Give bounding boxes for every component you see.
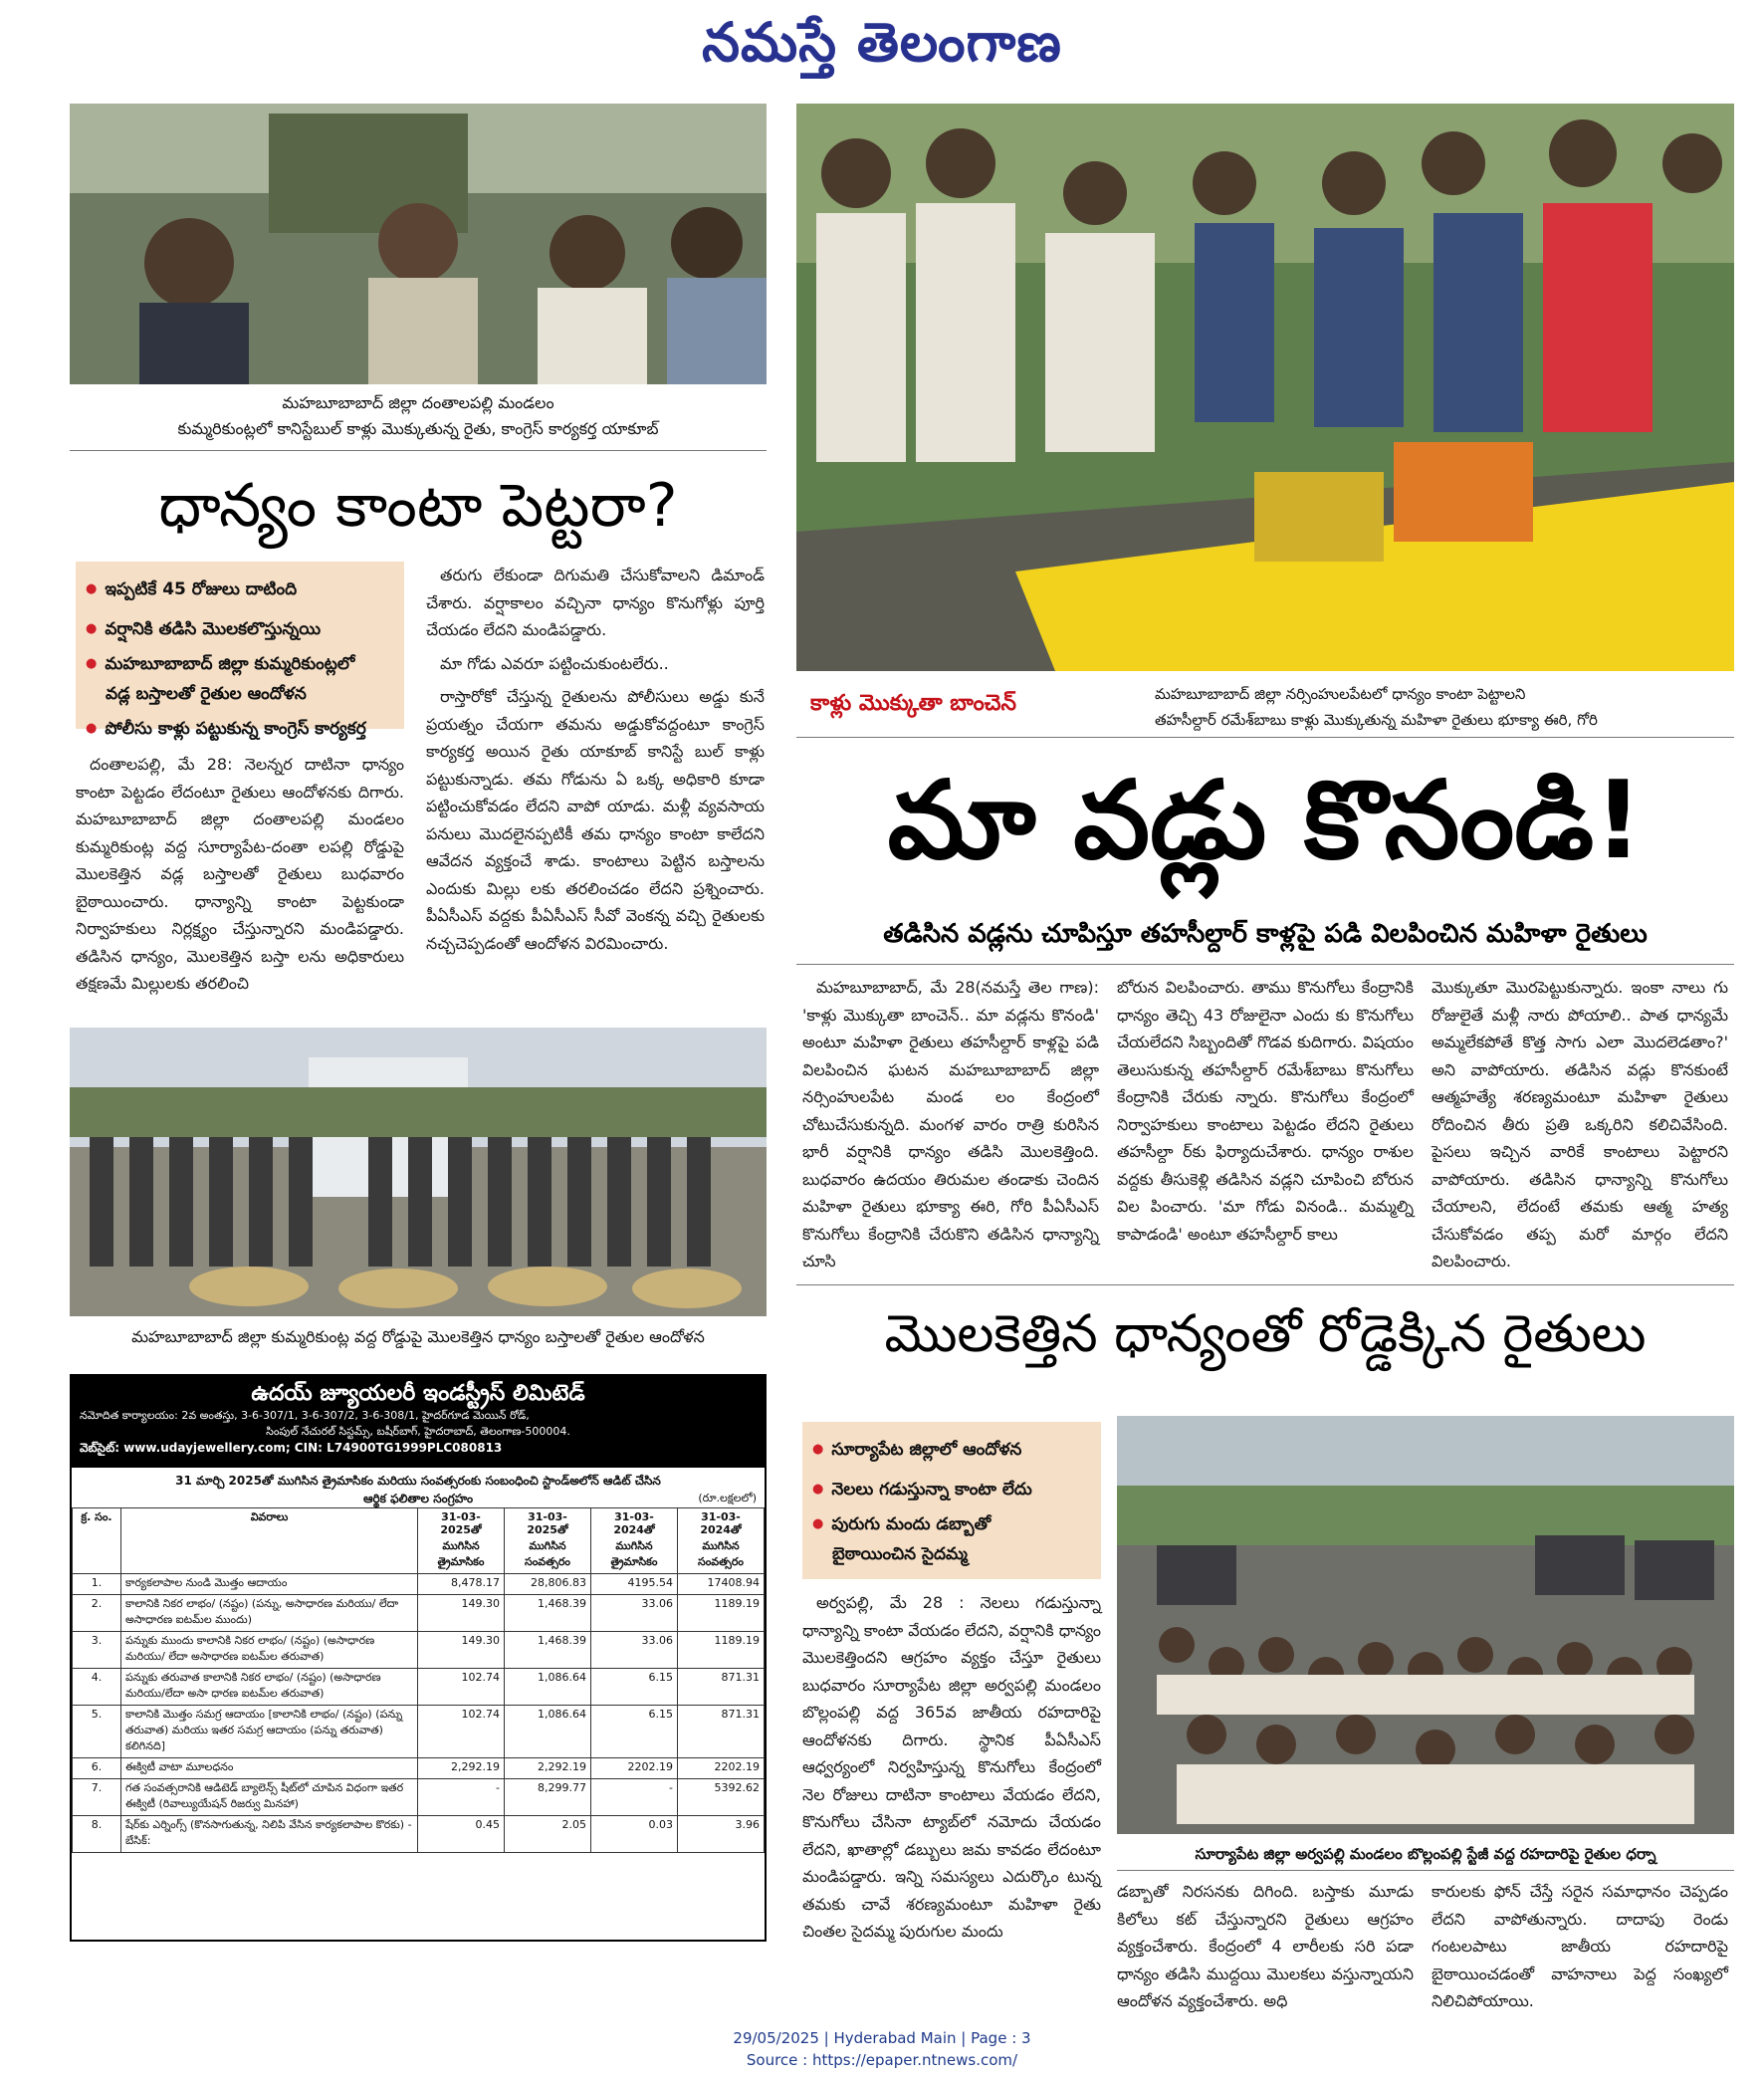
- story1-body-left: [76, 751, 404, 1022]
- row-label-cell: గత సంవత్సరానికి ఆడిటెడ్ బ్యాలెన్స్ షీట్‌లో చూపిన విధంగా ఇతర ఈక్విటీ (రివాల్యుయేషన్ రిజర్వు మినహా): [121, 1779, 418, 1816]
- ad-address: సింపుల్ నేచురల్ సిస్టమ్స్, బషీర్‌బాగ్, హైదరాబాద్, తెలంగాణ-500004.: [266, 1425, 570, 1438]
- row-label-cell: పన్నుకు ముందు కాలానికి నికర లాభం/ (నష్టం) (అసాధారణ మరియు/ లేదా అసాధారణ ఐటమ్‌ల తరువాత): [121, 1632, 418, 1669]
- table-row: [73, 1758, 765, 1779]
- photo-constable-feet: [70, 104, 767, 384]
- column-header: 31-03-2024తో ముగిసిన త్రైమాసికం: [591, 1508, 678, 1574]
- paragraph: మొక్కుతూ మొరపెట్టుకున్నారు. ఇంకా నాలు గు రోజులైతే మళ్లీ నారు పోయాలి.. పాత ధాన్యమే అమ్మలేకపోతే కొత్త సాగు ఎలా మొదలెడతాం?' అని వాపోయారు. తడిసిన వడ్లు కొనకుంటే ఆత్మహత్యే శరణ్యమంటూ మహిళా రైతులు రోదించిన తీరు ప్రతి ఒక్కరిని కలిచివేసింది. పైసలు ఇచ్చిన వారికే కాంటాలు పెట్టారని వాపోయారు. తడిసిన ధాన్యాన్ని కొనుగోలు చేయాలని, లేదంటే తమకు ఆత్మ హత్య చేసుకోవడం తప్ప మరో మార్గం లేదని విలపించారు.: [1432, 978, 1728, 1270]
- value-cell: -: [418, 1779, 505, 1816]
- column-header: 31-03-2024తో ముగిసిన సంవత్సరం: [678, 1508, 765, 1574]
- column-header: 31-03-2025తో ముగిసిన త్రైమాసికం: [418, 1508, 505, 1574]
- paragraph: దంతాలపల్లి, మే 28: నెలన్నర దాటినా ధాన్యం కాంటా పెట్టడం లేదంటూ రైతులు ఆందోళనకు దిగారు. మహబూబాబాద్ జిల్లా దంతాలపల్లి మండలం కుమ్మరికుంట్ల వద్ద సూర్యాపేట-దంతా లపల్లి రోడ్డుపై మొలకెత్తిన వడ్ల బస్తాలతో రైతులు బుధవారం బైఠాయించారు. ధాన్యాన్ని కాంటా పెట్టకుండా నిర్వాహకులు నిర్లక్ష్యం చేస్తున్నారని మండిపడ్డారు. తడిసిన ధాన్యం, మొలకెత్తిన బస్తా లను అధికారులు తక్షణమే మిల్లులకు తరలించి: [76, 755, 404, 993]
- ad-company-name: ఉదయ్ జ్యూయలరీ ఇండస్ట్రీస్ లిమిటెడ్: [251, 1381, 585, 1406]
- row-number-cell: 7.: [73, 1779, 121, 1816]
- ad-address: నమోదిత కార్యాలయం: 2వ అంతస్తు, 3-6-307/1, 3-6-307/2, 3-6-308/1, హైదర్‌గూడ మెయిన్ రోడ్,: [80, 1409, 530, 1422]
- value-cell: -: [591, 1779, 678, 1816]
- story2-body-col1: [802, 974, 1099, 1274]
- value-cell: 1,086.64: [505, 1669, 591, 1706]
- ad-intro: 31 మార్చి 2025తో ముగిసిన త్రైమాసికం మరియు సంవత్సరంకు సంబంధించి స్టాండ్‌అలోన్ ఆడిట్ చేసిన: [175, 1474, 661, 1488]
- results-table: [72, 1507, 765, 1853]
- paragraph: అర్వపల్లి, మే 28 : నెలలు గడుస్తున్నా ధాన్యాన్ని కాంటా వేయడం లేదని, వర్షానికి ధాన్యం మొలకెత్తిందని ఆగ్రహం వ్యక్తం చేస్తూ రైతులు బుధవారం సూర్యాపేట జిల్లా అర్వపల్లి మండలం బొల్లంపల్లి వద్ద 365వ జాతీయ రహదారిపై ఆందోళనకు దిగారు. స్థానిక పీఏసీఎస్ ఆధ్వర్యంలో నిర్వహిస్తున్న కొనుగోలు కేంద్రంలో నెల రోజులు దాటినా కాంటాలు వేయడం లేదని, కొనుగోలు చేసినా ట్యాబ్‌లో నమోదు చేయడం లేదని, ఖాతాల్లో డబ్బులు జమ కావడం లేదంటూ మండిపడ్డారు. ఇన్ని సమస్యలు ఎదుర్కొం టున్న తమకు చావే శరణ్యమంటూ మహిళా రైతు చింతల సైదమ్మ పురుగుల మందు: [802, 1593, 1101, 1941]
- highlight-item: ● నెలలు గడుస్తున్నా కాంటా లేదు: [812, 1470, 1091, 1509]
- photo1-caption-line1: మహబూబాబాద్ జిల్లా దంతాలపల్లి మండలం: [282, 393, 554, 412]
- column-header: 31-03-2025తో ముగిసిన సంవత్సరం: [505, 1508, 591, 1574]
- value-cell: 102.74: [418, 1706, 505, 1758]
- photo1-caption-line2: కుమ్మరికుంట్లలో కానిస్టేబుల్ కాళ్లు మొక్కుతున్న రైతు, కాంగ్రెస్ కార్యకర్త యాకూబ్: [177, 419, 659, 438]
- story2-caption-band: [796, 681, 1734, 735]
- row-label-cell: పన్నుకు తరువాత కాలానికి నికర లాభం/ (నష్టం) (అసాధారణ మరియు/లేదా అసా ధారణ ఐటమ్‌ల తరువాత): [121, 1669, 418, 1706]
- story2-caption: [1155, 681, 1732, 733]
- value-cell: 1189.19: [678, 1632, 765, 1669]
- value-cell: 1,468.39: [505, 1632, 591, 1669]
- row-label-cell: కాలానికి నికర లాభం/ (నష్టం) (పన్ను, అసాధారణ మరియు/ లేదా అసాధారణ ఐటమ్‌ల ముందు): [121, 1595, 418, 1632]
- divider: [1117, 1870, 1734, 1871]
- photo-farmers-road: [70, 1028, 767, 1316]
- story2-tag: కాళ్లు మొక్కుతా బాంచెన్: [810, 691, 1016, 716]
- value-cell: 2,292.19: [418, 1758, 505, 1779]
- row-number-cell: 8.: [73, 1816, 121, 1853]
- row-label-cell: షేర్‌కు ఎర్నింగ్స్ (కొనసాగుతున్న, నిలిపి వేసిన కార్యకలాపాల కొరకు) - బేసిక్:: [121, 1816, 418, 1853]
- table-row: [73, 1669, 765, 1706]
- highlight-item: ● మహబూబాబాద్ జిల్లా కుమ్మరికుంట్లలో: [86, 649, 394, 679]
- footer-source-link[interactable]: Source : https://epaper.ntnews.com/: [746, 2051, 1018, 2069]
- value-cell: 2,292.19: [505, 1758, 591, 1779]
- paragraph: తరుగు లేకుండా దిగుమతి చేసుకోవాలని డిమాండ్ చేశారు. వర్షాకాలం వచ్చినా ధాన్యం కొనుగోళ్లు పూర్తి చేయడం లేదని మండిపడ్డారు.: [426, 566, 765, 639]
- masthead-logo: నమస్తే తెలంగాణ: [702, 10, 1062, 74]
- footer-edition-info: 29/05/2025 | Hyderabad Main | Page : 3: [733, 2029, 1031, 2047]
- row-number-cell: 4.: [73, 1669, 121, 1706]
- table-row: [73, 1779, 765, 1816]
- caption-line: మహబూబాబాద్ జిల్లా నర్సింహులపేటలో ధాన్యం కాంటా పెట్టాలని: [1155, 685, 1526, 703]
- highlight-item: వడ్ల బస్తాలతో రైతుల ఆందోళన: [106, 684, 307, 704]
- value-cell: 1,468.39: [505, 1595, 591, 1632]
- paragraph: మా గోడు ఎవరూ పట్టించుకుంటలేరు..: [440, 653, 669, 673]
- highlight-item: ● వర్షానికి తడిసి మొలకలొస్తున్నయి: [86, 609, 394, 649]
- highlight-item: ● సూర్యాపేట జిల్లాలో ఆందోళన: [812, 1430, 1091, 1470]
- value-cell: 33.06: [591, 1632, 678, 1669]
- value-cell: 102.74: [418, 1669, 505, 1706]
- value-cell: 149.30: [418, 1632, 505, 1669]
- story1-body-right: [426, 562, 765, 1022]
- value-cell: 871.31: [678, 1706, 765, 1758]
- ad-intro-2: ఆర్థిక ఫలితాల సంగ్రహం: [362, 1492, 474, 1505]
- value-cell: 6.15: [591, 1706, 678, 1758]
- divider: [796, 964, 1734, 965]
- paragraph: కారులకు ఫోన్ చేస్తే సరైన సమాధానం చెప్పడం లేదని వాపోతున్నారు. దాదాపు రెండు గంటలపాటు జాతీయ రహదారిపై బైఠాయించడంతో వాహనాలు పెద్ద సంఖ్యలో నిలిచిపోయాయి.: [1432, 1882, 1728, 2010]
- row-label-cell: కార్యకలాపాల నుండి మొత్తం ఆదాయం: [121, 1574, 418, 1595]
- row-number-cell: 5.: [73, 1706, 121, 1758]
- value-cell: 4195.54: [591, 1574, 678, 1595]
- photo-women-tahsildar: [796, 104, 1734, 671]
- column-header: వివరాలు: [121, 1508, 418, 1574]
- story2-body-col2: [1117, 974, 1414, 1274]
- value-cell: 28,806.83: [505, 1574, 591, 1595]
- value-cell: 3.96: [678, 1816, 765, 1853]
- ad-website: వెబ్‌సైట్: www.udayjewellery.com; CIN: L74900TG1999PLC080813: [80, 1441, 503, 1455]
- caption-line: తహసీల్దార్ రమేశ్‌బాబు కాళ్లు మొక్కుతున్న మహిళా రైతులు భూక్యా ఈరి, గోరి: [1155, 711, 1598, 729]
- highlight-item: ● పోలీసు కాళ్లు పట్టుకున్న కాంగ్రెస్ కార్యకర్త: [86, 709, 394, 749]
- row-number-cell: 3.: [73, 1632, 121, 1669]
- photo2-caption: మహబూబాబాద్ జిల్లా కుమ్మరికుంట్ల వద్ద రోడ్డుపై మొలకెత్తిన ధాన్యం బస్తాలతో రైతుల ఆందోళన: [131, 1327, 705, 1346]
- value-cell: 8,478.17: [418, 1574, 505, 1595]
- value-cell: 2.05: [505, 1816, 591, 1853]
- story3-headline: మొలకెత్తిన ధాన్యంతో రోడ్డెక్కిన రైతులు: [884, 1304, 1647, 1364]
- photo-highway-dharna: [1117, 1416, 1734, 1834]
- page-footer: [0, 2027, 1764, 2071]
- ad-header: [72, 1376, 765, 1468]
- highlight-item: బైఠాయించిన సైదమ్మ: [832, 1544, 968, 1564]
- story3-body-col3: [1432, 1878, 1728, 2010]
- story2-headline: మా వడ్లు కొనండి!: [887, 759, 1644, 883]
- divider: [70, 450, 767, 451]
- value-cell: 17408.94: [678, 1574, 765, 1595]
- value-cell: 2202.19: [591, 1758, 678, 1779]
- story1-highlights: [76, 562, 404, 739]
- photo3-caption: సూర్యాపేట జిల్లా అర్వపల్లి మండలం బొల్లంపల్లి స్టేజీ వద్ద రహదారిపై రైతుల ధర్నా: [1195, 1845, 1656, 1863]
- table-row: [73, 1706, 765, 1758]
- value-cell: 871.31: [678, 1669, 765, 1706]
- value-cell: 149.30: [418, 1595, 505, 1632]
- photo1-caption: [70, 390, 767, 442]
- row-number-cell: 2.: [73, 1595, 121, 1632]
- highlight-item: ● పురుగు మందు డబ్బాతో: [812, 1509, 1091, 1539]
- value-cell: 0.03: [591, 1816, 678, 1853]
- column-header: క్ర. సం.: [73, 1508, 121, 1574]
- table-row: [73, 1574, 765, 1595]
- value-cell: 33.06: [591, 1595, 678, 1632]
- highlight-item: ● ఇప్పటికే 45 రోజులు దాటింది: [86, 570, 394, 609]
- story3-highlights: [802, 1422, 1101, 1579]
- table-row: [73, 1595, 765, 1632]
- ad-financial-results: [70, 1374, 767, 1942]
- ad-unit: (రూ.లక్షలలో): [698, 1492, 757, 1504]
- divider: [796, 737, 1734, 738]
- value-cell: 2202.19: [678, 1758, 765, 1779]
- row-label-cell: కాలానికి మొత్తం సమగ్ర ఆదాయం [కాలానికి లాభం/ (నష్టం) (పన్ను తరువాత) మరియు ఇతర సమగ్ర ఆదాయం (పన్ను తరువాత) కలిగినది]: [121, 1706, 418, 1758]
- paragraph: మహబూబాబాద్, మే 28(నమస్తే తెల గాణ): 'కాళ్లు మొక్కుతా బాంచెన్.. మా వడ్లను కొనండి' అంటూ మహిళా రైతులు తహసీల్దార్ కాళ్లపై పడి విలపించిన ఘటన మహబూబాబాద్ జిల్లా నర్సింహులపేట మండ లం కేంద్రంలో చోటుచేసుకున్నది. మంగళ వారం రాత్రి కురిసిన భారీ వర్షానికి ధాన్యం తడిసి మొలకెత్తింది. బుధవారం ఉదయం తిరుమల తండాకు చెందిన మహిళా రైతులు భూక్యా ఈరి, గోరి పీఏసీఎస్ కొనుగోలు కేంద్రానికి చేరుకొని తడిసిన ధాన్యాన్ని చూసి: [802, 978, 1099, 1270]
- paragraph: రాస్తారోకో చేస్తున్న రైతులను పోలీసులు అడ్డు కునే ప్రయత్నం చేయగా తమను అడ్డుకోవద్దంటూ కాంగ్రెస్ కార్యకర్త అయిన రైతు యాకూబ్ కానిస్టే బుల్ కాళ్లు పట్టుకున్నాడు. తమ గోడును ఏ ఒక్క అధికారి కూడా పట్టించుకోవడం లేదని వాపో యాడు. మళ్లీ వ్యవసాయ పనులు మొదలైనప్పటికీ తమ ధాన్యం కాంటా కాలేదని ఆవేదన వ్యక్తంచే శాడు. కాంటాలు పెట్టిన బస్తాలను ఎందుకు మిల్లు లకు తరలించడం లేదని ప్రశ్నించారు. పీఏసీఎస్ వద్దకు పీఏసీఎస్ సీవో వెంకన్న వచ్చి రైతులకు నచ్చచెప్పడంతో ఆందోళన విరమించారు.: [426, 687, 765, 953]
- story3-body-main: [802, 1589, 1101, 1964]
- table-row: [73, 1632, 765, 1669]
- story2-body-col3: [1432, 974, 1728, 1274]
- paragraph: డబ్బాతో నిరసనకు దిగింది. బస్తాకు మూడు కిలోలు కట్ చేస్తున్నారని రైతులు ఆగ్రహం వ్యక్తంచేశారు. కేంద్రంలో 4 లారీలకు సరి పడా ధాన్యం తడిసి ముద్దయి మొలకలు వస్తున్నాయని ఆందోళన వ్యక్తంచేశారు. అధి: [1117, 1882, 1414, 2010]
- story1-headline: ధాన్యం కాంటా పెట్టరా?: [158, 471, 678, 541]
- table-header-row: [73, 1508, 765, 1574]
- divider: [796, 1284, 1734, 1285]
- value-cell: 5392.62: [678, 1779, 765, 1816]
- story3-body-col2: [1117, 1878, 1414, 2010]
- paragraph: బోరున విలపించారు. తాము కొనుగోలు కేంద్రానికి ధాన్యం తెచ్చి 43 రోజులైనా ఎందు కు కొనుగోలు చేయలేదని సిబ్బందితో గొడవ కుదిగారు. విషయం తెలుసుకున్న తహసీల్దార్ రమేశ్‌బాబు కొనుగోలు కేంద్రానికి చేరుకు న్నారు. కొనుగోలు కేంద్రంలో నిర్వాహకులు కాంటాలు పెట్టడం లేదని రైతులు తహసీల్దా ర్‌కు ఫిర్యాదుచేశారు. ధాన్యం రాశుల వద్దకు తీసుకెళ్లి తడిసిన వడ్లని చూపించి బోరున విల పించారు. 'మా గోడు వినండి.. మమ్మల్ని కాపాడండి' అంటూ తహసీల్దార్ కాలు: [1117, 978, 1414, 1244]
- table-row: [73, 1816, 765, 1853]
- value-cell: 6.15: [591, 1669, 678, 1706]
- value-cell: 1,086.64: [505, 1706, 591, 1758]
- row-label-cell: ఈక్విటీ వాటా మూలధనం: [121, 1758, 418, 1779]
- value-cell: 8,299.77: [505, 1779, 591, 1816]
- row-number-cell: 6.: [73, 1758, 121, 1779]
- story2-subheadline: తడిసిన వడ్లను చూపిస్తూ తహసీల్దార్ కాళ్లపై పడి విలపించిన మహిళా రైతులు: [883, 919, 1648, 949]
- value-cell: 0.45: [418, 1816, 505, 1853]
- value-cell: 1189.19: [678, 1595, 765, 1632]
- row-number-cell: 1.: [73, 1574, 121, 1595]
